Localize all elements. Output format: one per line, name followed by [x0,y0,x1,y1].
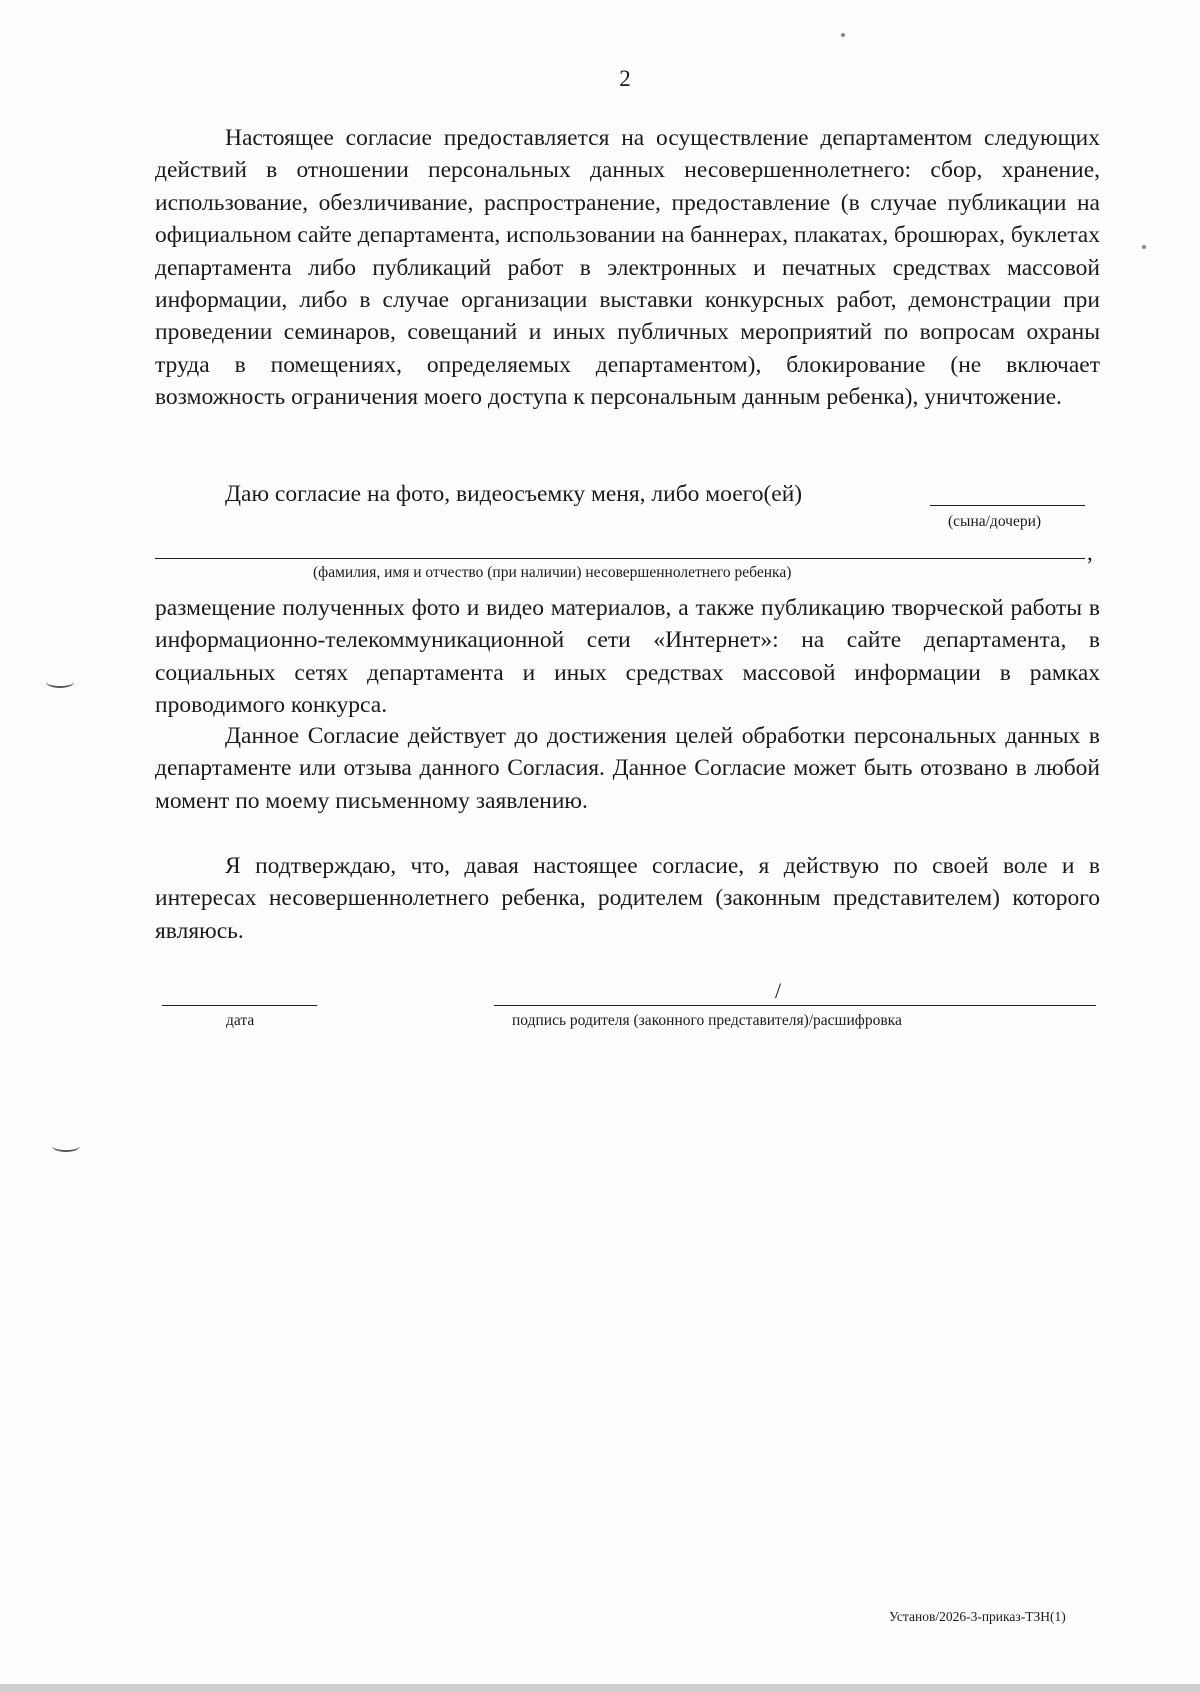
scan-artifact-dot [841,33,845,37]
paragraph-1-text: Настоящее согласие предоставляется на осуществление департаментом следующих действий в отношении персональных данных несовершеннолетнего: сбор, хранение, использование, обезличивание, распространение, предоставление (в случае публикации на официальном сайте департамента, использовании на баннерах, плакатах, брошюрах, буклетах департамента либо публикаций работ в электронных и печатных средствах массовой информации, либо в случае организации выставки конкурсных работ, демонстрации при проведении семинаров, совещаний и иных публичных мероприятий по вопросам охраны труда в помещениях, определяемых департаментом), блокирование (не включает возможность ограничения моего доступа к персональным данным ребенка), уничтожение. [155,125,1100,411]
blank-line-comma: , [1087,540,1093,565]
paragraph-processing-actions [155,122,1100,414]
scan-bottom-edge [0,1684,1200,1692]
child-name-caption: (фамилия, имя и отчество (при наличии) несовершеннолетнего ребенка) [313,564,792,581]
paragraph-validity [155,720,1100,817]
paragraph-publication [155,592,1100,722]
son-daughter-blank-line [930,505,1085,506]
date-line [162,1005,317,1006]
son-daughter-caption: (сына/дочери) [948,513,1042,530]
paragraph-confirmation [155,850,1100,947]
date-caption: дата [226,1012,255,1029]
signature-caption: подпись родителя (законного представителя)/расшифровка [512,1012,902,1029]
paragraph-2-text: размещение полученных фото и видео материалов, а также публикацию творческой работы в информационно-телекоммуникационной сети «Интернет»: на сайте департамента, в социальных сетях департамента и иных средствах массовой информации в рамках проводимого конкурса. [155,595,1100,719]
signature-line [494,1005,1096,1006]
consent-line-text: Даю согласие на фото, видеосъемку меня, либо моего(ей) [225,481,803,507]
signature-slash: / [775,978,782,1003]
child-name-blank-line [155,558,1085,559]
scan-artifact-mark [52,1140,80,1152]
scan-artifact-dot [1142,245,1146,249]
scan-artifact-mark [46,676,74,688]
paragraph-3-text: Данное Согласие действует до достижения целей обработки персональных данных в департаменте или отзыва данного Согласия. Данное Согласие может быть отозвано в любой момент по моему письменному заявлению. [155,723,1100,814]
page-number: 2 [619,66,631,91]
paragraph-4-text: Я подтверждаю, что, давая настоящее согласие, я действую по своей воле и в интересах несовершеннолетнего ребенка, родителем (законным представителем) которого являюсь. [155,853,1100,944]
footer-document-code: Установ/2026-3-приказ-ТЗН(1) [889,1609,1066,1624]
